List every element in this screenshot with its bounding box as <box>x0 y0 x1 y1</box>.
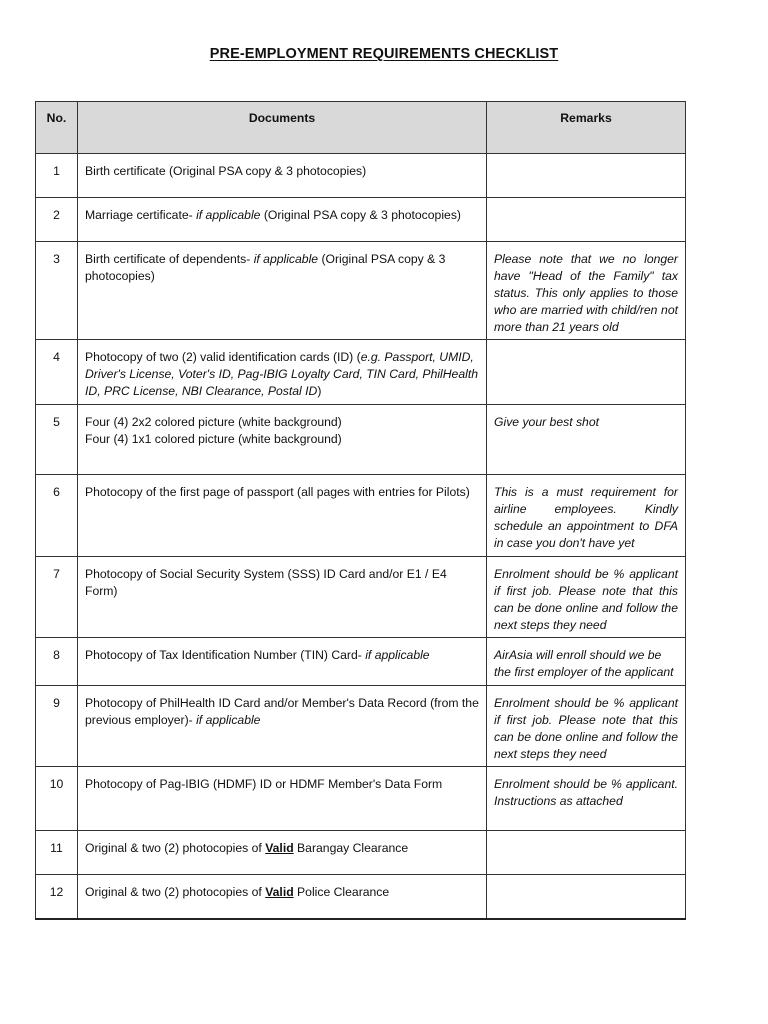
document-text: Photocopy of two (2) valid identification cards (ID) ( <box>85 350 361 364</box>
row-number: 3 <box>36 242 78 340</box>
table-row <box>36 154 686 198</box>
remark-cell: This is a must requirement for airline employees. Kindly schedule an appointment to DFA in case you don't have yet <box>487 475 686 557</box>
document-text: Police Clearance <box>293 885 390 899</box>
row-number: 11 <box>36 831 78 875</box>
row-number: 12 <box>36 875 78 919</box>
table-row <box>36 875 686 919</box>
document-cell <box>78 405 487 475</box>
row-number: 5 <box>36 405 78 475</box>
header-no: No. <box>36 102 78 154</box>
document-text: Birth certificate (Original PSA copy & 3 photocopies) <box>85 164 367 178</box>
document-cell <box>78 475 487 557</box>
row-number: 8 <box>36 638 78 686</box>
table-row <box>36 638 686 686</box>
table-header-row <box>36 102 686 154</box>
document-text: Four (4) 1x1 colored picture (white background) <box>85 432 342 446</box>
requirements-table <box>35 101 686 920</box>
document-qualifier: if applicable <box>253 252 319 266</box>
document-cell <box>78 831 487 875</box>
remark-cell <box>487 154 686 198</box>
valid-emphasis: Valid <box>265 885 294 899</box>
document-text: Photocopy of the first page of passport (all pages with entries for Pilots) <box>85 485 470 499</box>
page-title: PRE-EMPLOYMENT REQUIREMENTS CHECKLIST <box>209 46 559 62</box>
document-cell <box>78 638 487 686</box>
document-examples: e.g. Passport, UMID, Driver's License, Voter's ID, Pag-IBIG Loyalty Card, TIN Card, PhilHealth ID, PRC License, NBI Clearance, Postal ID <box>85 350 478 398</box>
header-remarks: Remarks <box>487 102 686 154</box>
row-number: 2 <box>36 198 78 242</box>
document-text: Four (4) 2x2 colored picture (white background) <box>85 415 342 429</box>
document-cell <box>78 875 487 919</box>
document-cell <box>78 242 487 340</box>
table-row <box>36 198 686 242</box>
remark-cell: Enrolment should be % applicant. Instructions as attached <box>487 767 686 831</box>
document-text: Barangay Clearance <box>293 841 409 855</box>
valid-emphasis: Valid <box>265 841 294 855</box>
document-text: Photocopy of Tax Identification Number (TIN) Card- <box>85 648 366 662</box>
document-cell <box>78 154 487 198</box>
table-row <box>36 340 686 405</box>
remark-cell: Enrolment should be % applicant if first job. Please note that this can be done online and follow the next steps they need <box>487 557 686 638</box>
document-text: Photocopy of Pag-IBIG (HDMF) ID or HDMF Member's Data Form <box>85 777 443 791</box>
remark-cell: Give your best shot <box>487 405 686 475</box>
header-documents: Documents <box>78 102 487 154</box>
document-text: Original & two (2) photocopies of <box>85 841 266 855</box>
document-cell <box>78 767 487 831</box>
table-row <box>36 767 686 831</box>
row-number: 10 <box>36 767 78 831</box>
table-row <box>36 686 686 767</box>
table-row <box>36 475 686 557</box>
table-row <box>36 557 686 638</box>
document-text: ) <box>317 384 322 398</box>
remark-cell <box>487 340 686 405</box>
remark-cell: AirAsia will enroll should we be the first employer of the applicant <box>487 638 686 686</box>
document-qualifier: if applicable <box>196 208 261 222</box>
row-number: 9 <box>36 686 78 767</box>
document-cell <box>78 686 487 767</box>
remark-cell <box>487 198 686 242</box>
remark-cell <box>487 875 686 919</box>
table-row <box>36 405 686 475</box>
document-qualifier: if applicable <box>196 713 261 727</box>
remark-cell: Please note that we no longer have "Head of the Family" tax status. This only applies to those who are married with child/ren not more than 21 years old <box>487 242 686 340</box>
document-text: Birth certificate of dependents- <box>85 252 254 266</box>
document-cell <box>78 557 487 638</box>
document-cell <box>78 198 487 242</box>
row-number: 1 <box>36 154 78 198</box>
document-text: Marriage certificate- <box>85 208 197 222</box>
document-text: (Original PSA copy & 3 photocopies) <box>260 208 461 222</box>
row-number: 4 <box>36 340 78 405</box>
document-qualifier: if applicable <box>365 648 430 662</box>
table-row <box>36 242 686 340</box>
document-text: Photocopy of PhilHealth ID Card and/or Member's Data Record (from the previous employer)- <box>85 696 479 727</box>
row-number: 7 <box>36 557 78 638</box>
row-number: 6 <box>36 475 78 557</box>
document-cell <box>78 340 487 405</box>
document-text: Photocopy of Social Security System (SSS) ID Card and/or E1 / E4 Form) <box>85 567 447 598</box>
document-text: Original & two (2) photocopies of <box>85 885 266 899</box>
remark-cell: Enrolment should be % applicant if first job. Please note that this can be done online and follow the next steps they need <box>487 686 686 767</box>
document-text: (Original PSA copy & 3 photocopies) <box>85 252 446 283</box>
table-row <box>36 831 686 875</box>
remark-cell <box>487 831 686 875</box>
